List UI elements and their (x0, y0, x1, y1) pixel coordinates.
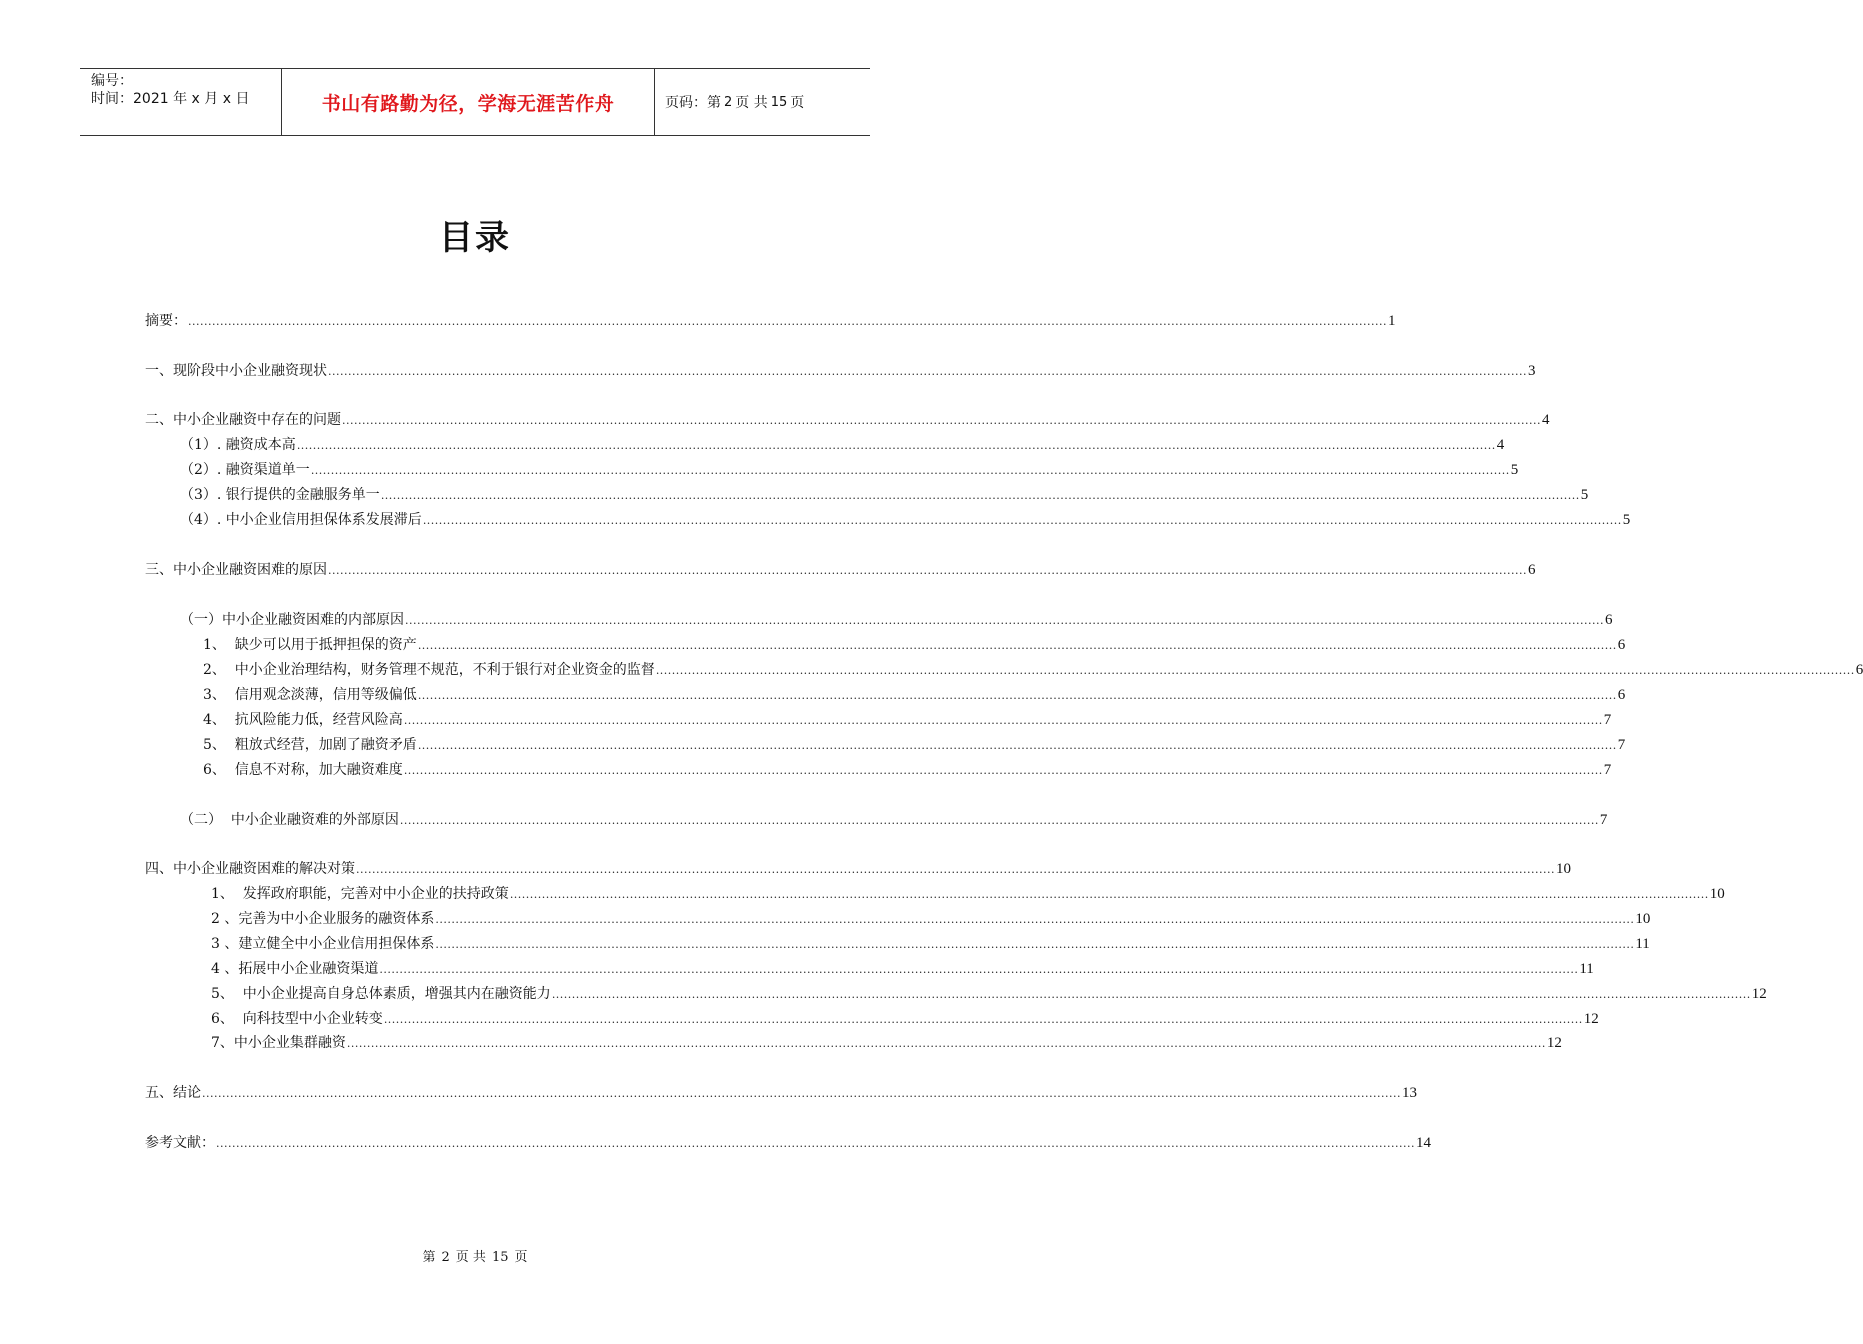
toc-leader: ............................................................................................................................................................................................................................................................................................................ (216, 1137, 1415, 1150)
toc-entry[interactable] (145, 361, 1536, 381)
toc-entry-page: 7 (1599, 812, 1608, 828)
toc-leader: ............................................................................................................................................................................................................................................................................................................ (188, 315, 1387, 328)
toc-entry-page: 10 (1555, 861, 1571, 877)
page-footer (0, 1246, 950, 1265)
toc-entry-page: 1 (1387, 313, 1396, 329)
toc-entry-page: 12 (1751, 986, 1767, 1002)
toc-leader: ............................................................................................................................................................................................................................................................................................................ (356, 863, 1555, 876)
toc-entry-page: 4 (1496, 437, 1505, 453)
footer-prefix: 第 (422, 1250, 436, 1265)
toc-entry-page: 14 (1415, 1135, 1431, 1151)
toc-entry-page: 6 (1617, 637, 1626, 653)
toc-entry[interactable] (145, 859, 1571, 879)
toc-entry[interactable] (211, 959, 1594, 979)
header-page-mid: 页 共 (735, 95, 768, 111)
toc-leader: ............................................................................................................................................................................................................................................................................................................ (417, 689, 1617, 702)
toc-entry[interactable] (145, 410, 1550, 430)
toc-entry-text: 四、中小企业融资困难的解决对策 (145, 861, 355, 877)
footer-suffix: 页 (514, 1250, 528, 1265)
toc-entry[interactable] (203, 635, 1626, 655)
toc-entry-page: 13 (1401, 1085, 1417, 1101)
toc-entry[interactable] (180, 810, 1608, 830)
toc-leader: ............................................................................................................................................................................................................................................................................................................ (655, 664, 1855, 677)
toc-entry-page: 6 (1604, 612, 1613, 628)
toc-entry-text: （4）. 中小企业信用担保体系发展滞后 (180, 512, 422, 528)
toc-leader: ............................................................................................................................................................................................................................................................................................................ (346, 1037, 1546, 1050)
toc-entry-page: 7 (1617, 737, 1626, 753)
header-page-total: 15 (770, 94, 788, 110)
toc-entry-text: （二） 中小企业融资难的外部原因 (180, 812, 399, 828)
toc-entry-page: 7 (1603, 762, 1612, 778)
toc-leader: ............................................................................................................................................................................................................................................................................................................ (509, 888, 1709, 901)
toc-entry-page: 5 (1580, 487, 1589, 503)
toc-entry-text: 6、 向科技型中小企业转变 (211, 1011, 383, 1027)
page-title: 目录 (439, 218, 511, 258)
toc-entry[interactable] (145, 560, 1536, 580)
toc-entry[interactable] (203, 685, 1626, 705)
header-page-prefix: 页码：第 (665, 95, 721, 111)
toc-entry-text: 3、 信用观念淡薄，信用等级偏低 (203, 687, 417, 703)
toc-entry[interactable] (211, 884, 1725, 904)
header-page-current: 2 (724, 94, 733, 110)
toc-entry-page: 4 (1541, 412, 1550, 428)
footer-mid: 页 共 (455, 1250, 486, 1265)
toc-entry-text: 一、现阶段中小企业融资现状 (145, 363, 327, 379)
footer-total: 15 (491, 1250, 509, 1265)
toc-leader: ............................................................................................................................................................................................................................................................................................................ (403, 714, 1603, 727)
toc-entry[interactable] (145, 1083, 1417, 1103)
toc-leader: ............................................................................................................................................................................................................................................................................................................ (379, 963, 1579, 976)
toc-entry[interactable] (180, 485, 1589, 505)
toc-leader: ............................................................................................................................................................................................................................................................................................................ (328, 365, 1527, 378)
toc-entry[interactable] (211, 1009, 1599, 1029)
toc-entry[interactable] (211, 1033, 1562, 1053)
toc-entry[interactable] (180, 435, 1505, 455)
toc-entry[interactable] (211, 909, 1651, 929)
toc-leader: ............................................................................................................................................................................................................................................................................................................ (328, 564, 1527, 577)
toc-leader: ............................................................................................................................................................................................................................................................................................................ (380, 489, 1580, 502)
toc-entry-page: 6 (1617, 687, 1626, 703)
toc-leader: ............................................................................................................................................................................................................................................................................................................ (435, 938, 1635, 951)
toc-entry[interactable] (203, 710, 1612, 730)
toc-entry-text: （一）中小企业融资困难的内部原因 (180, 612, 404, 628)
toc-entry-page: 12 (1583, 1011, 1599, 1027)
page-header (80, 68, 870, 136)
toc-entry-text: 5、 粗放式经营，加剧了融资矛盾 (203, 737, 417, 753)
toc-entry-page: 6 (1527, 562, 1536, 578)
toc-entry-text: 三、中小企业融资困难的原因 (145, 562, 327, 578)
toc-entry-text: 参考文献： (145, 1135, 215, 1151)
toc-entry[interactable] (203, 760, 1612, 780)
toc-entry-text: 5、 中小企业提高自身总体素质，增强其内在融资能力 (211, 986, 551, 1002)
toc-leader: ............................................................................................................................................................................................................................................................................................................ (383, 1013, 1583, 1026)
toc-entry[interactable] (145, 311, 1396, 331)
header-page-suffix: 页 (790, 95, 805, 111)
toc-leader: ............................................................................................................................................................................................................................................................................................................ (551, 988, 1751, 1001)
toc-leader: ............................................................................................................................................................................................................................................................................................................ (399, 814, 1599, 827)
toc-entry-text: 2 、完善为中小企业服务的融资体系 (211, 911, 435, 927)
toc-entry-page: 5 (1510, 462, 1519, 478)
toc-entry-text: 摘要： (145, 313, 187, 329)
toc-entry-text: 1、 发挥政府职能，完善对中小企业的扶持政策 (211, 886, 509, 902)
toc-leader: ............................................................................................................................................................................................................................................................................................................ (296, 439, 1496, 452)
toc-leader: ............................................................................................................................................................................................................................................................................................................ (342, 414, 1541, 427)
toc-entry-text: 五、结论 (145, 1085, 201, 1101)
toc-leader: ............................................................................................................................................................................................................................................................................................................ (417, 639, 1617, 652)
toc-entry[interactable] (145, 1133, 1431, 1153)
toc-leader: ............................................................................................................................................................................................................................................................................................................ (422, 514, 1622, 527)
toc-entry-text: 6、 信息不对称，加大融资难度 (203, 762, 403, 778)
header-page-info (655, 69, 870, 135)
toc-entry-page: 10 (1635, 911, 1651, 927)
toc-entry-text: 7、中小企业集群融资 (211, 1035, 346, 1051)
header-number-label: 编号： (91, 73, 133, 89)
toc-entry-text: 2、 中小企业治理结构，财务管理不规范，不利于银行对企业资金的监督 (203, 662, 655, 678)
toc-entry-text: （3）. 银行提供的金融服务单一 (180, 487, 380, 503)
toc-entry[interactable] (180, 510, 1631, 530)
toc-entry-page: 12 (1546, 1035, 1562, 1051)
toc-entry-text: （1）. 融资成本高 (180, 437, 296, 453)
footer-current: 2 (441, 1250, 450, 1265)
toc-entry-text: 4 、拓展中小企业融资渠道 (211, 961, 379, 977)
toc-entry[interactable] (211, 934, 1650, 954)
toc-leader: ............................................................................................................................................................................................................................................................................................................ (417, 739, 1617, 752)
toc-entry-page: 3 (1527, 363, 1536, 379)
toc-entry-text: 4、 抗风险能力低，经营风险高 (203, 712, 403, 728)
toc-leader: ............................................................................................................................................................................................................................................................................................................ (405, 614, 1604, 627)
toc-entry-text: 3 、建立健全中小企业信用担保体系 (211, 936, 435, 952)
toc-leader: ............................................................................................................................................................................................................................................................................................................ (403, 764, 1603, 777)
toc-entry-page: 11 (1579, 961, 1594, 977)
toc-entry-page: 6 (1855, 662, 1863, 678)
toc-leader: ............................................................................................................................................................................................................................................................................................................ (310, 464, 1510, 477)
header-motto: 书山有路勤为径，学海无涯苦作舟 (321, 92, 615, 115)
toc-entry-page: 10 (1709, 886, 1725, 902)
toc-entry-page: 5 (1622, 512, 1631, 528)
toc-leader: ............................................................................................................................................................................................................................................................................................................ (202, 1087, 1401, 1100)
toc-entry[interactable] (180, 610, 1613, 630)
toc-entry[interactable] (203, 735, 1626, 755)
toc-leader: ............................................................................................................................................................................................................................................................................................................ (435, 913, 1635, 926)
toc-entry-text: 二、中小企业融资中存在的问题 (145, 412, 341, 428)
toc-entry[interactable] (203, 660, 1863, 680)
toc-entry[interactable] (180, 460, 1519, 480)
header-time-label: 时间：2021 年 x 月 x 日 (91, 91, 250, 107)
toc-entry-page: 11 (1635, 936, 1650, 952)
toc-entry[interactable] (211, 984, 1767, 1004)
toc-entry-text: 1、 缺少可以用于抵押担保的资产 (203, 637, 417, 653)
toc-entry-page: 7 (1603, 712, 1612, 728)
toc-entry-text: （2）. 融资渠道单一 (180, 462, 310, 478)
header-meta (80, 69, 281, 135)
